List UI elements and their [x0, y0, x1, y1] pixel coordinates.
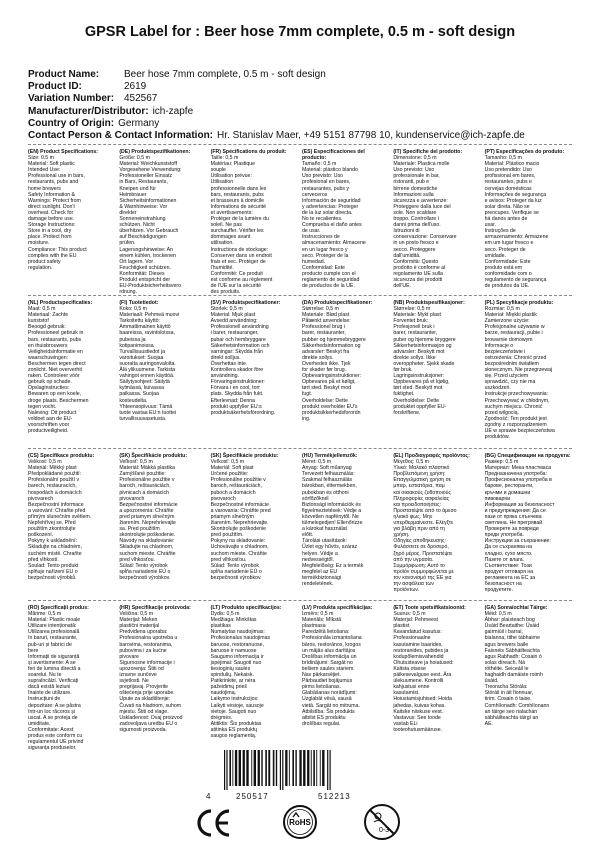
spec-body: Tamaño: 0,5 m Material: plástico blando Uso previsto: Uso profesional en bares, restaurantes, pubs y cerveceros Información de seguridad y advertencias: Proteger de la luz solar directa. No te recalientes. Comprueba el daño antes de usar. Instrucciones de almacenamiento: Almacene en un lugar fresco y seco. Proteger de la humedad. Conformidad: Este producto cumple con el reglamento de seguridad de productos de la UE.: [301, 161, 366, 290]
spec-body: Izmērs: 0,5 m Materiāls: Mīkstā plastmasa Paredzētā lietošana: Profesionāla izmantošana bāros, restorānos, krogos un mājās alus darītājos Drošības informācija un brīdinājumi: Sargāt no tiešiem saules stariem. Nav pārkarsējiet. Pārbaudiet bojājumus pirms lietošanas. Glabāšanas norādījumi: Uzglabāt vēsā, sausā vietā. Sargāt no mitruma. Atbilstība: Šis produkts atbilst ES produktu drošības regulai.: [301, 611, 362, 727]
barcode-bar: [251, 750, 252, 786]
spec-cell: [210, 149, 302, 296]
barcode-bar: [265, 750, 267, 786]
spec-body: Størrelse: 0,5 m Materiale: Blød plast Påtænkt anvendelse: Professionel brug i barer, restauranter, pubber og hjemmebryggere Sikkerhedsinformation og advarsler: Beskyt fra direkte sollys. Overhedes ikke. Tjek for skader før brug. Opbevaringsinstruktioner: Opbevares på et køligt, tørt sted. Beskyt mod fugt. Overholdelse: Dette produkt overholder EU's produktsikkerhedsforordn ing.: [301, 306, 366, 422]
barcode-bar: [330, 750, 331, 790]
info-label: Contact Person & Contact Information:: [28, 130, 214, 142]
barcode-bar: [303, 750, 305, 786]
barcode-bar: [292, 750, 294, 786]
barcode-bar: [311, 750, 312, 786]
divider: [28, 600, 572, 601]
spec-row: [28, 605, 576, 752]
spec-body: Size: 0.5 m Material: Soft plastic Intended Use: Professional use in bars, restaurants, pubs and home brewers Safety Information & Warnings: Protect from direct sunlight. Don't overheat. Check for damage before use. Storage Instructions: Store in a cool, dry place. Protect from moisture. Compliance: This product complies with the EU product safety regulation.: [28, 155, 87, 271]
info-row-variation-number: [28, 93, 525, 105]
info-value: Germany: [118, 117, 160, 129]
spec-body: Méid: 0,5 m Ábhar: plaisteach bog Úsáid Beartaithe: Úsáid gairmiúil i barraí, bialanna, tithe tábhairne agus brewers baile Faisnéis Sábháilteachta agus Rabhadh: Cosain ó solas díreach. Ná róthéite. Seiceáil le haghaidh damáiste roimh úsáid. Treoracha Stórála: Stóráil in áit fionnuar, tirim. Cosain ó taise. Comhlíonadh: Comhlíonann an táirge seo rialachán sábháilteachta táirgí an AE.: [484, 611, 550, 727]
spec-body: Größe: 0,5 m Material: Weichkunststoff Vorgesehene Verwendung: Professioneller Einsatz in Bars, Restaurants, Kneipen und für Heimbrauer Sicherheitsinformationen & Warnhinweise: Vor direkter Sonneneinstrahlung schützen. Nicht überhitzen. Vor Gebrauch auf Beschädigungen prüfen. Lagerungshinweise: An einem kühlen, trockenen Ort lagern. Vor Feuchtigkeit schützen. Konformität: Dieses Produkt entspricht der EU-Produktsicherheitsvero rdnung.: [119, 155, 182, 296]
spec-body: Suurus: 0,5 m Materjal: Pehmeest plastist Kavandatud kasutus: Professionaalne kasutamine baarides, restoranides, pubides ja kodupõlemisvahendid Ohutusteave ja hoiatused: Kaitsta otsese päikesevalguse eest. Ära ülekuumene. Kontrolli kahjustusi enne kasutamist. Hoiustamisjuhised: Hoida jahedas, kuivas kohas. Kaitske niiskuse eest. Vastavus: See toode vastab ELi tooteohutusmääruse.: [393, 611, 454, 733]
spec-cell: [393, 605, 484, 740]
spec-cell: [211, 453, 302, 598]
barcode-right-digits: 512213: [318, 792, 351, 801]
info-row-product-name: [28, 69, 525, 81]
spec-body: Dydis: 0,5 m Medžiaga: Minkštas plastikas Numatytas naudojimas: Profesionalus naudojimas baruose, restoranuose, baruose ir namuose Saugumo informacija ir įspėjimai: Saugoti nuo tiesioginių saulės spindulių. Nekaisk. Patikrinkite, ar nėra pažeidimų prieš naudojimą. Laikymo instrukcijos: Laikyti vėsioje, sausoje vietoje. Saugoti nuo drėgmės. Atitiktis: Šis produktas atitinka ES produktų saugos reglamentą.: [210, 611, 271, 739]
spec-cell: [302, 453, 393, 598]
info-row-product-id: [28, 81, 525, 93]
spec-cell: [28, 300, 119, 445]
info-row-manufacturer: [28, 106, 525, 118]
spec-body: Размер: 0,5 m Материал: Мека пластмаса Предназначена употреба: Професионална употреба в барове, ресторанти, кръчми и домашни пивоварни Информация за безопасност и предупреждения: Да се пази от пряка слънчева светлина. Не прегрявай. Проверете за повреди преди употреба. Инструкции за съхранение: Да се съхранява на хладно, сухо място. Пазете от влага. Съответствие: Този продукт отговаря на регламента на ЕС за безопасност на продуктите.: [484, 459, 555, 594]
barcode-bar: [239, 750, 241, 786]
spec-body: Μέγεθος: 0,5 m Υλικό: Μαλακό πλαστικό Προβλεπόμενη χρήση: Επαγγελματική χρήση σε μπαρ, εστιατόρια, παμ και οικιακούς ζυθοποιούς Πληροφορίες ασφαλείας και προειδοποιήσεις: Προστατέψτε από το άμεσο ηλιακό φως. Μην υπερθερμαίνεστε. Ελέγξτε για βλάβη πριν από τη χρήση. Οδηγίες αποθήκευσης: Φυλάσσετε σε δροσερό, ξηρό μέρος. Προστατέψτε από την υγρασία. Συμμόρφωση: Αυτό το προϊόν συμμορφώνεται με τον κανονισμό της ΕΕ για την ασφάλεια των προϊόντων.: [393, 459, 457, 594]
barcode-bar: [295, 750, 296, 786]
spec-heading: (LV) Produkta specifikācijas:: [301, 605, 373, 611]
spec-heading: (SK) Špecifikácie produktu:: [119, 453, 188, 459]
spec-heading: (EL) Προδιαγραφές προϊόντος:: [393, 453, 470, 459]
spec-heading: (CS) Specifikace produktu:: [28, 453, 95, 459]
info-label: Product ID:: [28, 81, 82, 93]
spec-heading: (HU) Termékjellemzők:: [301, 453, 358, 459]
spec-body: Méret: 0,5 m Anyag: Soft műanyag Tervezett felhasználás: Szakmai felhasználás bárokban, éttermekben, pubokban és otthoni sörfőzőknél Biztonsági információk és figyelmeztetések: Védje a közvetlen napfénytől. Ne túlmelegedjen! Ellenőrizze a károkat használat előtt. Tárolási utasítások: Űzlet egy hűvös, száraz helyen. Védje a nedvességtől. Megfelelőség: Ez a termék megfelel az EU termékbiztonsági rendeletének.: [301, 459, 364, 587]
spec-body: Mărime: 0,5 m Material: Plastic moale Utilizare intenționată: Utilizarea profesională în baruri, restaurante, pub-uri și fabrici de bere Informații de siguranță și avertismente: A se feri de lumina directă a soarelui. Nu te supraîncălzi. Verificați dacă există leziuni înainte de utilizare. Instrucțiuni de depozitare: A se păstra într-un loc răcoros și uscat. A se proteja de umiditate. Conformitate: Acest produs este conform cu regulamentul UE privind siguranța produselor.: [28, 611, 84, 752]
spec-heading: (SV) Produktspecifikationer:: [210, 300, 281, 306]
info-value: Beer hose 7mm complete, 0.5 m - soft design: [124, 69, 326, 80]
info-value: Hr. Stanislav Maer, +49 5151 87798 10, kundenservice@ich-zapfe.de: [217, 130, 525, 142]
spec-heading: (ET) Toote spetsifikatsioonid:: [393, 605, 466, 611]
barcode-bar: [254, 750, 256, 786]
spec-body: Dimensione: 0,5 m Materiale: Plastica molle Uso previsto: Uso professionale in bar, ristoranti, pub e birrerie domestiche Informazioni sulla sicurezza e avvertenze: Proteggere dalla luce del sole. Non scaldare troppo. Controllare i danni prima dell'uso. Istruzioni di conservazione: Conservare in un posto fresco e secco. Proteggere dall'umidità. Conformità: Questo prodotto è conforme al regolamento UE sulla sicurezza dei prodotti dell'UE.: [393, 155, 457, 290]
info-label: Variation Number:: [28, 93, 115, 105]
rohs-compliant-icon: [282, 804, 318, 840]
spec-row: [28, 453, 576, 598]
spec-heading: (NB) Produktspesifikasjoner:: [393, 300, 465, 306]
spec-heading: (LT) Produkto specifikacijos:: [210, 605, 282, 611]
spec-body: Taille: 0,5 m Matériau: Plastique souple Utilisation prévue: Utilisation professionnelle dans les bars, restaurants, pubs et brasseurs à domicile Informations de sécurité et avertissements: Protéger de la lumière du soleil. Ne pas surchauffer. Vérifier les dommages avant utilisation. Instructions de stockage: Conserver dans un endroit frais et sec. Protéger de l'humidité. Conformité: Ce produit est conforme au règlement de l'UE sur la sécurité des produits.: [210, 155, 273, 296]
rohs-text: RoHS: [289, 818, 311, 827]
divider: [28, 295, 572, 296]
spec-cell: [302, 605, 393, 740]
spec-body: Rozmiar: 0,5 m Materiał: Miękki plastik Zamierzone użycie: Profesjonalne używanie w barze, restauracji, pubie i browarnie domowym Informacje o bezpieczeństwie i ostrzeżenia: Chronić przed bezpośrednim światłem słonecznym. Nie przegrzewaj się. Przed użyciem sprawdzić, czy nie ma uszkodzeń. Instrukcje przechowywania: Przechowywać w chłodnym, suchym miejscu. Chronić przed wilgocią. Zgodność: Ten produkt jest zgodny z rozporządzeniem UE w sprawie bezpieczeństwa produktów.: [484, 306, 555, 441]
spec-heading: (IT) Specifiche del prodotto:: [393, 149, 463, 155]
spec-cell: [119, 453, 210, 598]
spec-cell: [211, 605, 302, 740]
page-title: GPSR Label for : Beer hose 7mm complete, 0.5 m - soft design: [84, 24, 516, 40]
barcode-bar: [327, 750, 328, 790]
spec-heading: (NL) Productspecificaties:: [28, 300, 93, 306]
info-value: 452567: [124, 93, 158, 105]
spec-cell: [28, 149, 119, 292]
barcode-bar: [307, 750, 309, 786]
spec-body: Veľkosť: 0,5 m Materiál: Mäkká plastika Zamýšľané použitie: Profesionálne použitie v baroch, reštauráciách, pivnicach a domácich pivovaroch Bezpečnostné informácie a upozornenia: Chráňte pred priamym slnečným žiarením. Neprehrievajte sa. Pred použitím skontrolujte poškodenie. Návody na skladovanie: Skladujte na chladnom, suchom mieste. Chráňte pred vlhkosťou. Súlad: Tento výrobok spĺňa nariadenie EÚ o bezpečnosti výrobkov.: [119, 459, 178, 581]
spec-body: Koko: 0,5 m Materiaali: Pehmeä muovi Tarkoitettu käyttö: Ammattimainen käyttö baareissa, ravintoloissa, pubeissa ja kotipanimoissa Turvallisuustiedot ja varoitukset: Suojaa suoralta auringonvalolta. Älä ylikuumene. Tarkista vahingot ennen käyttöä. Säilytysohjeet: Säilytä kylmässä, kuivassa paikassa. Suojaa kosteudelta. Yhteensopivuus: Tämä tuote vastaa EU:n tuottei turvallisuusasetusta.: [119, 306, 180, 422]
barcode-bar: [224, 750, 225, 790]
spec-cell: [211, 300, 302, 445]
spec-heading: (DE) Produktspezifikationen:: [119, 149, 191, 155]
barcode-bar: [299, 750, 301, 786]
barcode-bar: [322, 750, 324, 786]
barcode-bar: [273, 750, 275, 786]
spec-cell: [302, 300, 393, 445]
spec-heading: (FR) Spécifications du produit:: [210, 149, 287, 155]
barcode-bar: [280, 750, 281, 790]
barcode-bar: [261, 750, 262, 786]
spec-cell: [119, 149, 210, 296]
spec-heading: (RO) Specificații produs:: [28, 605, 89, 611]
barcode-bar: [289, 750, 290, 786]
barcode-bar: [229, 750, 231, 786]
spec-cell: [28, 605, 119, 752]
spec-body: Veľkosť: 0,5 m Materiál: Soft plast Určené použitie: Profesionálne použitie v baroch, reštauráciách, puboch a domácich pivovaroch Bezpečnostné informácie a varovania: Chráňte pred priamym slnečným žiarením. Neprehrievajte. Skontrolujte poškodenie pred použitím. Pokyny na skladovanie: Uchovávajte v chladnom, suchom mieste. Chráňte pred vlhkosťou. Súlad: Tento výrobok spĺňa nariadenie EÚ o bezpečnosti výrobkov.: [210, 459, 271, 581]
spec-heading: (DA) Produktspecifikationer:: [301, 300, 373, 306]
spec-body: Maat: 0,5 m Materiaal: Zachte kunststof Beoogd gebruik: Professioneel gebruik in bars, restaurants, pubs en thuisbrouwers Veiligheidsinformatie en waarschuwingen: Beschermen tegen direct zonlicht. Niet oververhit raken. Controleer vóór gebruik op schade. Opslaginstructies: Bewaren op een koele, droge plaats. Beschermen tegen vocht. Naleving: Dit product voldoet aan de EU- voorschriften voor productveiligheid.: [28, 306, 89, 434]
spec-heading: (HR) Specifikacije proizvoda:: [119, 605, 191, 611]
spec-cell: [28, 453, 119, 598]
spec-cell: [485, 149, 576, 292]
barcode-bar: [313, 750, 315, 786]
info-label: Country of Origin:: [28, 117, 115, 129]
spec-row: [28, 300, 576, 445]
spec-body: Størrelse: 0,5 m Materiale: Mykt plast Forventet bruk: Profesjonell bruk i barer, restauranter, puber og hjemme bryggere Sikkerhetsinformasjon og advarsler: Beskytt mot direkte sollys. Ikke overoppheter. Sjekk skade før bruk. Lagringsinstruksjoner: Oppbevares på et kjølig, tørt sted. Beskytt mot fuktighet. Overholdelse: Dette produktet oppfyller EU- forskriftene.: [393, 306, 456, 416]
spec-body: Storlek: 0,5 m Material: Mjuk plast Avsedd användning: Professionell användning i barer, restauranger, pubar och hembryggare Säkerhetsinformation och varningar: Skydda från direkt solljus. Överhettas inte. Kontrollera skador före användning. Förvaringsinstruktioner: Förvara i en cool, torr plats. Skydda från fukt. Efterlevnad: Denna produkt uppfyller EU:s produktsäkerhetsförordning.: [210, 306, 276, 416]
spec-heading: (PT) Especificações do produto:: [484, 149, 565, 155]
info-label: Product Name:: [28, 69, 100, 80]
age-text: 0-3: [378, 827, 390, 834]
barcode-bar: [243, 750, 245, 786]
spec-body: Tamanho: 0,5 m Material: Plástico macio Uso pretendido: Uso profissional em bares, restaurantes, pubs e cervejas domésticas Informações de segurança e avisos: Proteger da luz solar direta. Não se preocupes. Verifique se há danos antes de usar. Instruções de armazenamento: Armazene em um lugar fresco e seco. Proteger de umidade. Conformidade: Este produto está em conformidade com o regulamento de segurança de produtos da UE.: [484, 155, 549, 290]
age-restriction-icon: [362, 802, 402, 842]
product-info: [28, 69, 525, 142]
info-value: ich-zapfe: [152, 105, 194, 117]
spec-cell: [485, 453, 576, 598]
barcode-left-digits: 250517: [236, 792, 269, 801]
barcode-bar: [226, 750, 227, 790]
barcode-bar: [285, 750, 287, 786]
barcode-bar: [232, 750, 233, 786]
info-value: 2619: [124, 81, 147, 93]
spec-body: Velikost: 0,5 m Materiál: Měkký plast Předpokládané použití: Profesionální použití v barech, restauracích, hospodách a domácích pivovarech Bezpečnostní informace a varování: Chraňte před přímým slunečním světlem. Nepřehřívej se. Před použitím zkontrolujte poškození. Pokyny k uskladnění: Skladujte na chladném, suchém místě. Chraňte před vlhkostí. Soulad: Tento produkt splňuje nařízení EU o bezpečnosti výrobků.: [28, 459, 92, 581]
spec-body: Veličina: 0,5 m Materijal: Meken plastični materijal Predviđena uporaba: Profesionalna upotreba u barovima, restoranima, pubovima i za kućne pivovare Sigurnosne informacije i upozorenja: Štiti od izravne sunčeve svjetlosti. Ne pregrijavaj. Provjerite oštećenja prije uporabe. Upute za skladištenje: Čuvati na hladnom, suhom mjestu. Štiti od vlage. Usklađenost: Ovaj proizvod zadovoljava uredbu EU o sigurnosti proizvoda.: [119, 611, 183, 733]
spec-cell: [393, 149, 484, 292]
spec-cell: [119, 605, 210, 740]
spec-cell: [485, 605, 576, 740]
barcode-first-digit: 4: [206, 792, 211, 801]
barcode-bar: [282, 750, 283, 790]
barcode-bar: [268, 750, 270, 786]
spec-heading: (ES) Especificaciones del producto:: [301, 149, 365, 162]
spec-heading: (GA) Sonraíochtaí Táirge:: [484, 605, 548, 611]
spec-cell: [393, 300, 484, 445]
divider: [28, 448, 572, 449]
spec-heading: (PL) Specyfikacje produktu:: [484, 300, 554, 306]
spec-cell: [393, 453, 484, 598]
barcode-bar: [235, 750, 237, 786]
barcode-bar: [246, 750, 248, 786]
barcode-bar: [276, 750, 277, 786]
barcode-bar: [320, 750, 321, 786]
ce-mark-icon: [196, 808, 232, 838]
divider: [28, 144, 572, 145]
info-label: Manufacturer/Distributor:: [28, 105, 149, 117]
spec-heading: (BG) Спецификации на продукта:: [484, 453, 571, 459]
spec-cell: [485, 300, 576, 445]
spec-cell: [302, 149, 393, 292]
spec-cell: [119, 300, 210, 445]
barcode: [220, 750, 380, 790]
barcode-bar: [316, 750, 317, 786]
spec-heading: (SK) Špecifikácie produktu:: [210, 453, 279, 459]
info-row-country: [28, 118, 525, 130]
info-row-contact: [28, 130, 525, 142]
spec-heading: (FI) Tuotetiedot:: [119, 300, 159, 306]
spec-row: [28, 149, 576, 296]
barcode-bar: [258, 750, 260, 786]
spec-heading: (EN) Product Specifications:: [28, 149, 99, 155]
